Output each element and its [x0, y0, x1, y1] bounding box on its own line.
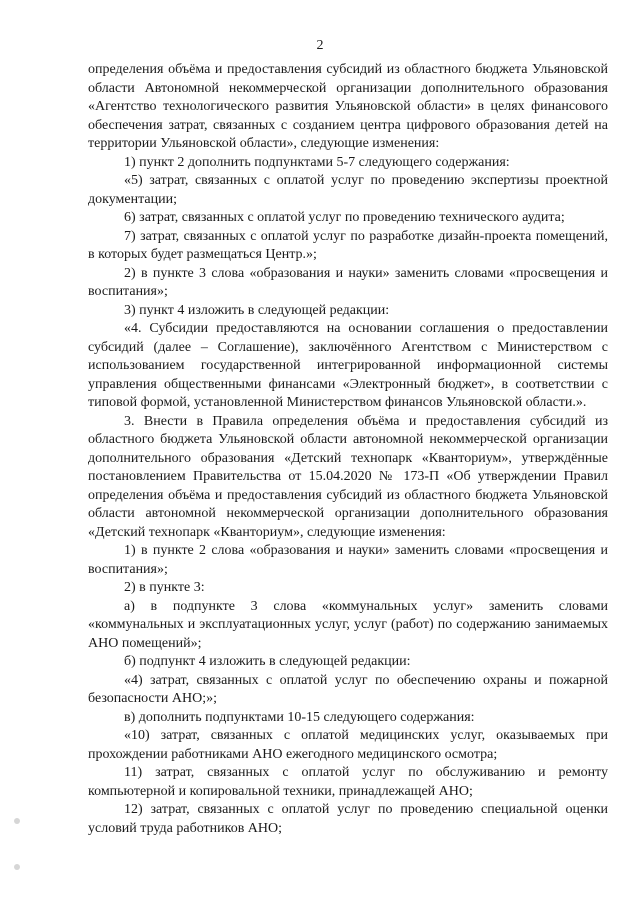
paragraph: б) подпункт 4 изложить в следующей редакции: — [124, 654, 411, 669]
paragraph: 11) затрат, связанных с оплатой услуг по обслуживанию и ремонту компьютерной и копировальной техники, принадлежащей АНО; — [88, 765, 608, 799]
binder-hole-mark — [14, 864, 20, 870]
paragraph: 7) затрат, связанных с оплатой услуг по разработке дизайн-проекта помещений, в которых будет размещаться Центр.»; — [88, 228, 608, 262]
paragraph: 2) в пункте 3 слова «образования и науки» заменить словами «просвещения и воспитания»; — [88, 265, 608, 299]
binder-hole-mark — [14, 818, 20, 824]
document-body — [88, 61, 608, 838]
paragraph: а) в подпункте 3 слова «коммунальных услуг» заменить словами «коммунальных и эксплуатационных услуг, услуг (работ) по содержанию занимаемых АНО помещений»; — [88, 598, 608, 651]
paragraph: 1) в пункте 2 слова «образования и науки» заменить словами «просвещения и воспитания»; — [88, 543, 608, 577]
paragraph: «5) затрат, связанных с оплатой услуг по проведению экспертизы проектной документации; — [88, 173, 608, 207]
paragraph: 3. Внести в Правила определения объёма и предоставления субсидий из областного бюджета Ульяновской области автономной некоммерческой организации дополнительного образования «Детский технопарк «Кванториум», утверждённые постановлением Правительства от 15.04.2020 № 173-П «Об утверждении Правил определения объёма и предоставления субсидий из областного бюджета Ульяновской области автономной некоммерческой организации дополнительного образования «Детский технопарк «Кванториум», следующие изменения: — [88, 413, 608, 540]
paragraph: «4) затрат, связанных с оплатой услуг по обеспечению охраны и пожарной безопасности АНО;»; — [88, 672, 608, 706]
paragraph: определения объёма и предоставления субсидий из областного бюджета Ульяновской области Автономной некоммерческой организации дополнительного образования «Агентство технологического развития Ульяновской области» в целях финансового обеспечения затрат, связанных с созданием центра цифрового образования детей на территории Ульяновской области», следующие изменения: — [88, 62, 608, 151]
page-number: 2 — [316, 38, 324, 53]
paragraph: 2) в пункте 3: — [124, 580, 205, 595]
paragraph: «10) затрат, связанных с оплатой медицинских услуг, оказываемых при прохождении работниками АНО ежегодного медицинского осмотра; — [88, 728, 608, 762]
paragraph: 6) затрат, связанных с оплатой услуг по проведению технического аудита; — [124, 210, 565, 225]
paragraph: 3) пункт 4 изложить в следующей редакции: — [124, 302, 390, 318]
paragraph: «4. Субсидии предоставляются на основании соглашения о предоставлении субсидий (далее – Соглашение), заключённого Агентством с Министерством с использованием государственной интегрированной информационной системы управления общественными финансами «Электронный бюджет», в соответствии с типовой формой, установленной Министерством финансов Ульяновской области.». — [88, 321, 608, 410]
paragraph: 12) затрат, связанных с оплатой услуг по проведению специальной оценки условий труда работников АНО; — [88, 802, 608, 836]
paragraph: в) дополнить подпунктами 10-15 следующего содержания: — [124, 709, 475, 725]
paragraph: 1) пункт 2 дополнить подпунктами 5-7 следующего содержания: — [124, 154, 510, 170]
